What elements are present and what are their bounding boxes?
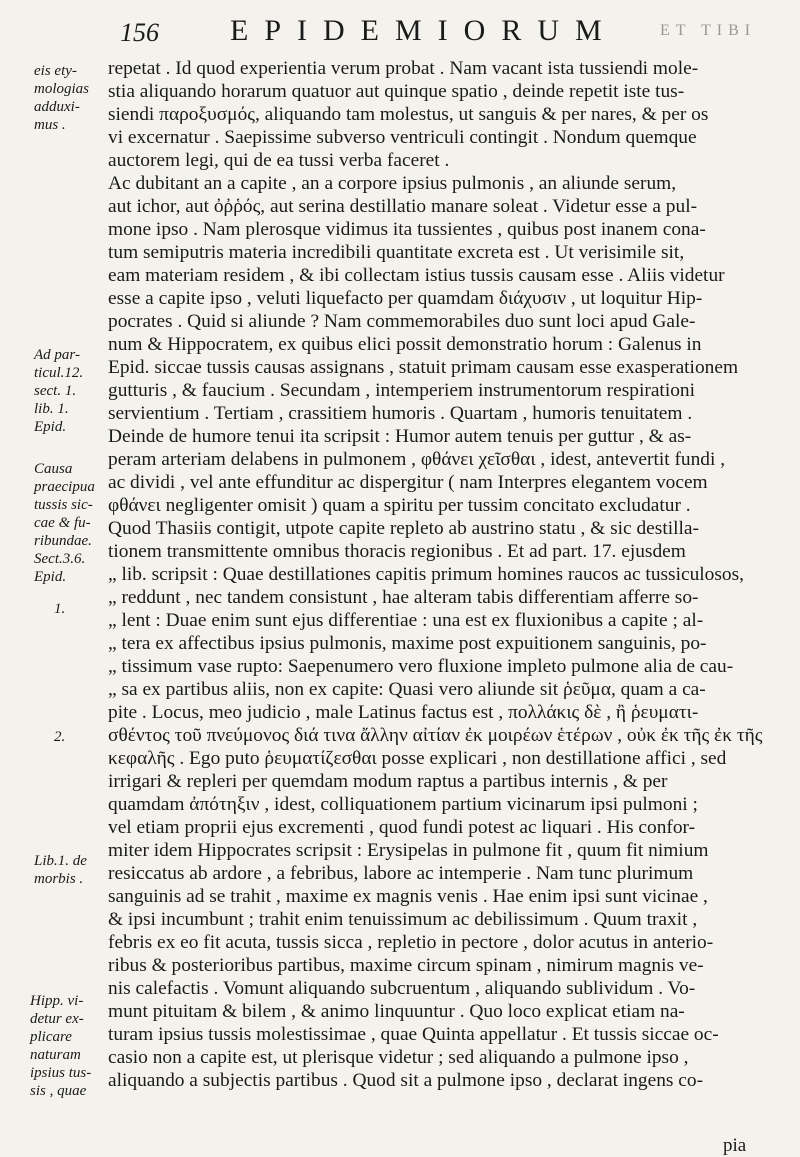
text-line: tum semiputris materia incredibili quantitate excreta est . Ut verisimile sit, xyxy=(108,242,685,263)
running-title: EPIDEMIORUM xyxy=(230,14,618,47)
text-line: sanguinis ad se trahit , maxime ex magnis venis . Hae enim ipsi sunt vicinae , xyxy=(108,886,708,907)
text-line: vel etiam proprii ejus excrementi , quod fundi potest ac liquari . His confor- xyxy=(108,817,696,838)
text-line: aut ichor, aut ὀῤῥός, aut serina destillatio manare soleat . Videtur esse a pul- xyxy=(108,196,698,217)
text-line: „ tissimum vase rupto: Saepenumero vero fluxione impleto pulmone alia de cau- xyxy=(108,656,734,677)
text-line: repetat . Id quod experientia verum probat . Nam vacant ista tussiendi mole- xyxy=(108,58,699,79)
text-line: „ lib. scripsit : Quae destillationes capitis primum homines raucos ac tussiculosos, xyxy=(108,564,745,585)
text-line: „ tera ex affectibus ipsius pulmonis, maxime post expuitionem sanguinis, po- xyxy=(108,633,707,654)
text-line: resiccatus ab ardore , a febribus, labore ac intemperie . Nam tunc plurimum xyxy=(108,863,694,884)
text-line: „ lent : Duae enim sunt ejus differentiae : una est ex fluxionibus a capite ; al- xyxy=(108,610,704,631)
text-line: mone ipso . Nam plerosque vidimus ita tussientes , quibus post inanem cona- xyxy=(108,219,706,240)
text-line: nis calefactis . Vomunt aliquando subcruentum , aliquando sublividum . Vo- xyxy=(108,978,696,999)
text-line: peram arteriam delabens in pulmonem , φθάνει χεῖσθαι , idest, antevertit fundi , xyxy=(108,449,726,470)
text-line: ac dividi , vel ante effunditur ac dispergitur ( nam Interpres elegantem vocem xyxy=(108,472,708,493)
text-line: miter idem Hippocrates scripsit : Erysipelas in pulmone fit , quum fit nimium xyxy=(108,840,709,861)
text-line: Ac dubitant an a capite , an a corpore ipsius pulmonis , an aliunde serum, xyxy=(108,173,677,194)
marginal-note: Hipp. vi- detur ex- plicare naturam ipsius tus- sis , quae xyxy=(30,993,92,1099)
text-line: pite . Locus, meo judicio , male Latinus factus est , πολλάκις δὲ , ἢ ῥευματι- xyxy=(108,702,699,723)
show-through-text: ET TIBI xyxy=(660,22,757,39)
text-line: Quod Thasiis contigit, utpote capite repleto ab austrino statu , & sic destilla- xyxy=(108,518,699,539)
text-line: munt pituitam & bilem , & animo linquuntur . Quo loco explicat etiam na- xyxy=(108,1001,685,1022)
text-line: „ reddunt , nec tandem consistunt , hae alteram tabis differentiam afferre so- xyxy=(108,587,699,608)
text-line: servientium . Tertiam , crassitiem humoris . Quartam , humoris tenuitatem . xyxy=(108,403,693,424)
marginal-note: Lib.1. de morbis . xyxy=(34,853,87,887)
text-line: stia aliquando horarum quatuor aut quinque spatio , deinde repetit iste tus- xyxy=(108,81,685,102)
text-line: siendi παροξυσμός, aliquando tam molestus, ut sanguis & per nares, & per os xyxy=(108,104,709,125)
text-line: tionem transmittente omnibus thoracis regionibus . Et ad part. 17. ejusdem xyxy=(108,541,686,562)
text-line: quamdam ἀπότηξιν , idest, colliquationem partium vicinarum ipsi pulmoni ; xyxy=(108,794,698,815)
text-line: κεφαλῆς . Ego puto ῥευματίζεσθαι posse explicari , non destillatione affici , sed xyxy=(108,748,727,769)
text-line: φθάνει negligenter omisit ) quam a spiritu per tussim concitato excludatur . xyxy=(108,495,691,516)
page-number: 156 xyxy=(120,18,159,47)
text-line: esse a capite ipso , veluti liquefacto per quamdam διάχυσιν , ut loquitur Hip- xyxy=(108,288,703,309)
text-line: irrigari & repleri per quemdam modum raptus a partibus internis , & per xyxy=(108,771,668,792)
text-line: aliquando a subjectis partibus . Quod sit a pulmone ipso , declarat ingens co- xyxy=(108,1070,704,1091)
marginal-note: 1. xyxy=(54,601,66,617)
text-line: eam materiam residem , & ibi collectam istius tussis causam esse . Aliis videtur xyxy=(108,265,725,286)
text-line: casio non a capite est, ut plerisque videtur ; sed aliquando a pulmone ipso , xyxy=(108,1047,689,1068)
marginal-note: 2. xyxy=(54,729,66,745)
marginal-note: eis ety- mologias adduxi- mus . xyxy=(34,63,90,133)
text-line: σθέντος τοῦ πνεύμονος διά τινα ἄλλην αἰτίαν ἐκ μοιρέων ἑτέρων , οὐκ ἐκ τῆς ἐκ τῆς xyxy=(108,725,763,746)
text-line: gutturis , & faucium . Secundam , intemperiem instrumentorum respirationi xyxy=(108,380,695,401)
text-line: „ sa ex partibus aliis, non ex capite: Quasi vero aliunde sit ῥεῦμα, quam a ca- xyxy=(108,679,706,700)
text-line: turam ipsius tussis molestissimae , quae Quinta appellatur . Et tussis siccae oc- xyxy=(108,1024,719,1045)
text-line: num & Hippocratem, ex quibus elici possit demonstratio horum : Galenus in xyxy=(108,334,702,355)
text-line: vi excernatur . Saepissime subverso ventriculi contingit . Nondum quemque xyxy=(108,127,697,148)
catchword: pia xyxy=(723,1135,747,1156)
text-line: & ipsi incumbunt ; trahit enim tenuissimum ac debilissimum . Quum traxit , xyxy=(108,909,698,930)
text-line: auctorem legi, qui de ea tussi verba faceret . xyxy=(108,150,450,171)
text-line: febris ex eo fit acuta, tussis sicca , repletio in pectore , dolor acutus in anterio- xyxy=(108,932,714,953)
text-line: Deinde de humore tenui ita scripsit : Humor autem tenuis per guttur , & as- xyxy=(108,426,692,447)
marginal-note: Ad par- ticul.12. sect. 1. lib. 1. Epid. xyxy=(34,347,84,435)
marginal-note: Causa praecipua tussis sic- cae & fu- ribundae. Sect.3.6. Epid. xyxy=(34,461,95,585)
text-line: ribus & posterioribus partibus, maxime circum spinam , nimirum magnis ve- xyxy=(108,955,704,976)
text-line: pocrates . Quid si aliunde ? Nam commemorabiles duo sunt loci apud Gale- xyxy=(108,311,696,332)
text-line: Epid. siccae tussis causas assignans , statuit primam causam esse exasperationem xyxy=(108,357,739,378)
marginal-notes xyxy=(0,0,108,1157)
